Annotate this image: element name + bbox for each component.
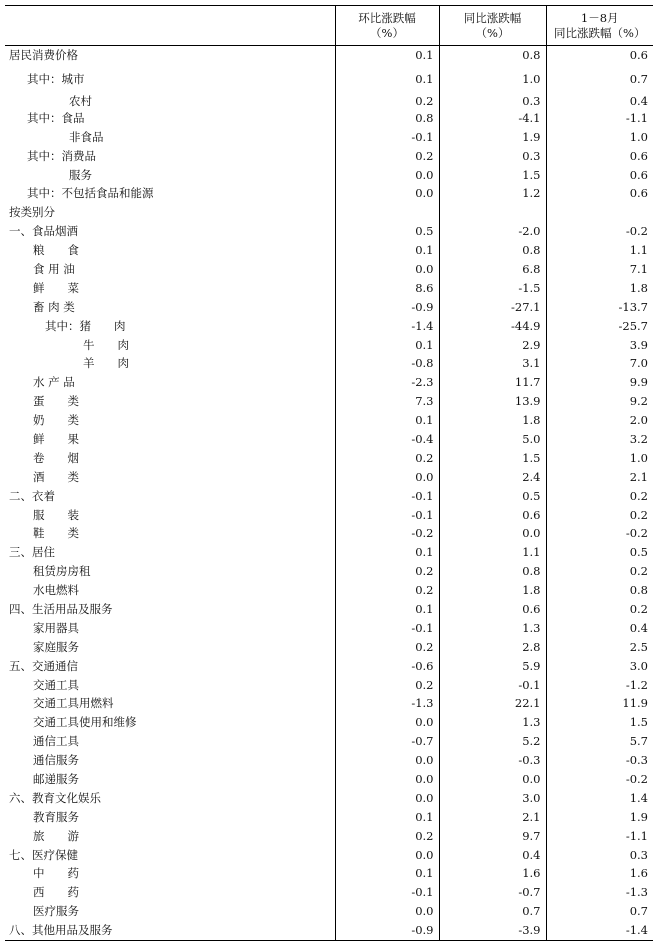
yoy-value: 1.1 [439,543,546,562]
yoy-value: 0.7 [439,902,546,921]
yoy-value: 0.6 [439,600,546,619]
ytd-value: 1.8 [546,279,653,298]
ytd-value: 3.9 [546,336,653,355]
row-label-cell [5,46,335,65]
yoy-value: 1.5 [439,166,546,185]
row-label: 其中：猪 肉 [45,318,126,333]
mom-value: 0.2 [335,638,439,657]
row-label-cell [5,279,335,298]
row-label-cell [5,902,335,921]
ytd-value: 0.3 [546,846,653,865]
ytd-value: 0.2 [546,600,653,619]
mom-value: 0.1 [335,241,439,260]
row-label-cell [5,695,335,714]
mom-value: -0.2 [335,524,439,543]
table-row [5,222,653,241]
row-label: 六、教育文化娱乐 [9,790,101,805]
header-yoy-unit: （%） [475,25,510,40]
ytd-value: -1.2 [546,676,653,695]
row-label-cell [5,184,335,203]
row-label-cell [5,732,335,751]
row-label-cell [5,751,335,770]
row-label: 非食品 [69,129,104,144]
ytd-value: 0.8 [546,581,653,600]
row-label-cell [5,562,335,581]
row-label: 其中：不包括食品和能源 [27,186,154,201]
yoy-value: -0.3 [439,751,546,770]
table-row [5,808,653,827]
ytd-value: -0.2 [546,524,653,543]
yoy-value: 5.9 [439,657,546,676]
row-label-cell [5,619,335,638]
mom-value: 0.2 [335,449,439,468]
row-label-cell [5,657,335,676]
ytd-value: 0.2 [546,506,653,525]
mom-value: 0.0 [335,713,439,732]
ytd-value: 2.0 [546,411,653,430]
yoy-value: 0.8 [439,241,546,260]
ytd-value: 0.6 [546,147,653,166]
table-row [5,921,653,940]
row-label-cell [5,713,335,732]
ytd-value: -25.7 [546,317,653,336]
row-label-cell [5,676,335,695]
mom-value: 0.1 [335,808,439,827]
yoy-value: 2.4 [439,468,546,487]
yoy-value: -3.9 [439,921,546,940]
mom-value: 0.2 [335,562,439,581]
yoy-value: 1.9 [439,128,546,147]
row-label-cell [5,411,335,430]
row-label: 鞋 类 [33,526,79,541]
mom-value: 0.1 [335,543,439,562]
table-row [5,147,653,166]
mom-value: 0.1 [335,336,439,355]
ytd-value: 9.9 [546,373,653,392]
table-header [5,6,653,46]
mom-value: 0.0 [335,751,439,770]
row-label: 西 药 [33,885,79,900]
ytd-value: 0.6 [546,184,653,203]
row-label-cell [5,109,335,128]
ytd-value: 1.0 [546,449,653,468]
row-label-cell [5,808,335,827]
yoy-value: 1.3 [439,619,546,638]
table-row [5,166,653,185]
mom-value: 0.5 [335,222,439,241]
header-mom [335,6,439,46]
row-label: 交通工具使用和维修 [33,715,137,730]
table-row [5,298,653,317]
ytd-value: 0.5 [546,543,653,562]
table-row [5,373,653,392]
row-label-cell [5,65,335,87]
yoy-value: 1.2 [439,184,546,203]
row-label-cell [5,260,335,279]
row-label-cell [5,638,335,657]
table-row [5,128,653,147]
table-row [5,902,653,921]
header-mom-unit: （%） [370,25,404,40]
yoy-value: 0.0 [439,524,546,543]
table-row [5,638,653,657]
ytd-value: 1.6 [546,865,653,884]
mom-value: -0.9 [335,921,439,940]
row-label-cell [5,430,335,449]
yoy-value: 0.6 [439,506,546,525]
table-row [5,562,653,581]
row-label: 二、衣着 [9,488,55,503]
header-ytd-title: 同比涨跌幅（%） [554,25,646,40]
ytd-value: 0.7 [546,65,653,87]
row-label-cell [5,789,335,808]
row-label: 家庭服务 [33,639,79,654]
table-row [5,87,653,109]
ytd-value: -1.1 [546,109,653,128]
mom-value: -0.1 [335,506,439,525]
row-label: 八、其他用品及服务 [9,923,113,938]
row-label: 水 产 品 [33,375,75,390]
ytd-value: 1.1 [546,241,653,260]
ytd-value: -1.4 [546,921,653,940]
ytd-value: 0.4 [546,87,653,109]
row-label: 租赁房房租 [33,564,91,579]
mom-value: 0.1 [335,46,439,65]
yoy-value: 0.3 [439,87,546,109]
row-label: 按类别分 [9,205,55,220]
row-label: 医疗服务 [33,904,79,919]
mom-value: 0.2 [335,827,439,846]
table-row [5,449,653,468]
row-label: 牛 肉 [83,337,129,352]
yoy-value: 0.4 [439,846,546,865]
mom-value: 0.1 [335,65,439,87]
header-ytd-period: 1－8月 [580,10,619,25]
mom-value: 0.0 [335,166,439,185]
yoy-value: 3.1 [439,354,546,373]
yoy-value: 5.2 [439,732,546,751]
ytd-value: 2.5 [546,638,653,657]
row-label: 服务 [69,167,92,182]
table-row [5,392,653,411]
ytd-value [546,203,653,222]
ytd-value: 3.0 [546,657,653,676]
mom-value: -0.9 [335,298,439,317]
table-row [5,846,653,865]
ytd-value: 3.2 [546,430,653,449]
row-label: 食 用 油 [33,261,75,276]
yoy-value: 1.6 [439,865,546,884]
row-label: 邮递服务 [33,772,79,786]
row-label-cell [5,506,335,525]
row-label-cell [5,449,335,468]
table-row [5,430,653,449]
ytd-value: 1.5 [546,713,653,732]
row-label-cell [5,581,335,600]
row-label-cell [5,317,335,336]
yoy-value: 0.5 [439,487,546,506]
yoy-value: 1.5 [439,449,546,468]
row-label: 奶 类 [33,413,79,428]
table-row [5,883,653,902]
row-label-cell [5,147,335,166]
mom-value: 0.1 [335,411,439,430]
table-body [5,46,653,941]
yoy-value: -1.5 [439,279,546,298]
yoy-value: 11.7 [439,373,546,392]
mom-value: 0.0 [335,260,439,279]
row-label-cell [5,128,335,147]
ytd-value: 0.2 [546,487,653,506]
ytd-value: -0.2 [546,222,653,241]
table-row [5,411,653,430]
table-row [5,770,653,789]
row-label: 家用器具 [33,620,79,635]
ytd-value: 1.4 [546,789,653,808]
yoy-value: 2.1 [439,808,546,827]
yoy-value: 5.0 [439,430,546,449]
row-label: 酒 类 [33,469,79,484]
header-yoy-title: 同比涨跌幅 [463,10,522,25]
ytd-value: 0.4 [546,619,653,638]
mom-value: 0.1 [335,865,439,884]
row-label: 其中：食品 [27,110,85,125]
yoy-value: -0.1 [439,676,546,695]
row-label: 其中：消费品 [27,148,96,163]
row-label-cell [5,846,335,865]
yoy-value: 22.1 [439,695,546,714]
ytd-value: -13.7 [546,298,653,317]
header-mom-title: 环比涨跌幅 [358,10,416,25]
yoy-value: 1.0 [439,65,546,87]
row-label-cell [5,468,335,487]
yoy-value: -44.9 [439,317,546,336]
yoy-value: 2.8 [439,638,546,657]
table-row [5,543,653,562]
row-label-cell [5,392,335,411]
row-label: 五、交通通信 [9,658,78,673]
header-yoy [439,6,546,46]
ytd-value: -1.3 [546,883,653,902]
row-label-cell [5,600,335,619]
mom-value: -0.4 [335,430,439,449]
table-row [5,676,653,695]
table-row [5,65,653,87]
mom-value [335,203,439,222]
table-row [5,713,653,732]
mom-value: 0.0 [335,846,439,865]
yoy-value: -0.7 [439,883,546,902]
table-row [5,751,653,770]
ytd-value: 0.6 [546,46,653,65]
ytd-value: 2.1 [546,468,653,487]
row-label: 水电燃料 [33,583,79,598]
mom-value: 0.0 [335,902,439,921]
row-label: 鲜 菜 [33,280,79,295]
yoy-value: 6.8 [439,260,546,279]
row-label: 卷 烟 [33,450,79,465]
table-row [5,695,653,714]
mom-value: -0.1 [335,128,439,147]
yoy-value: -4.1 [439,109,546,128]
table-row [5,581,653,600]
row-label-cell [5,770,335,789]
mom-value: -0.7 [335,732,439,751]
row-label-cell [5,373,335,392]
mom-value: 0.0 [335,789,439,808]
row-label: 交通工具 [33,677,79,692]
mom-value: 0.2 [335,676,439,695]
mom-value: -1.4 [335,317,439,336]
mom-value: 0.2 [335,581,439,600]
row-label: 农村 [69,93,92,108]
table-row [5,657,653,676]
row-label-cell [5,865,335,884]
row-label: 三、居住 [9,545,55,560]
yoy-value: 0.0 [439,770,546,789]
row-label: 服 装 [33,507,79,522]
yoy-value: 13.9 [439,392,546,411]
row-label: 四、生活用品及服务 [9,601,113,616]
ytd-value: 9.2 [546,392,653,411]
yoy-value: 1.8 [439,581,546,600]
row-label-cell [5,883,335,902]
ytd-value: 0.2 [546,562,653,581]
table-row [5,184,653,203]
mom-value: -2.3 [335,373,439,392]
table-row [5,203,653,222]
table-row [5,506,653,525]
ytd-value: 1.0 [546,128,653,147]
mom-value: 0.1 [335,600,439,619]
row-label-cell [5,827,335,846]
row-label: 畜 肉 类 [33,299,75,314]
mom-value: -0.1 [335,487,439,506]
row-label-cell [5,222,335,241]
row-label: 旅 游 [33,828,79,843]
mom-value: 0.2 [335,147,439,166]
ytd-value: 0.7 [546,902,653,921]
row-label: 通信工具 [33,734,79,749]
table-row [5,619,653,638]
header-category [5,6,335,46]
table-row [5,827,653,846]
row-label: 粮 食 [33,243,79,258]
yoy-value: 0.8 [439,46,546,65]
row-label-cell [5,166,335,185]
row-label: 鲜 果 [33,431,79,446]
mom-value: 0.0 [335,468,439,487]
mom-value: 0.8 [335,109,439,128]
row-label-cell [5,241,335,260]
table-row [5,600,653,619]
row-label-cell [5,87,335,109]
ytd-value: -1.1 [546,827,653,846]
table-row [5,524,653,543]
ytd-value: 7.0 [546,354,653,373]
mom-value: 0.0 [335,184,439,203]
table-row [5,109,653,128]
ytd-value: 11.9 [546,695,653,714]
row-label: 一、食品烟酒 [9,224,78,239]
yoy-value: 1.3 [439,713,546,732]
mom-value: 8.6 [335,279,439,298]
row-label-cell [5,921,335,940]
table-row [5,317,653,336]
yoy-value: 9.7 [439,827,546,846]
mom-value: -0.8 [335,354,439,373]
row-label: 居民消费价格 [9,47,78,62]
mom-value: -0.1 [335,883,439,902]
row-label: 教育服务 [33,809,79,824]
table-row [5,354,653,373]
row-label-cell [5,487,335,506]
mom-value: 0.2 [335,87,439,109]
yoy-value: -2.0 [439,222,546,241]
yoy-value [439,203,546,222]
mom-value: -0.1 [335,619,439,638]
ytd-value: 7.1 [546,260,653,279]
row-label-cell [5,543,335,562]
yoy-value: -27.1 [439,298,546,317]
mom-value: 0.0 [335,770,439,789]
mom-value: -0.6 [335,657,439,676]
row-label-cell [5,298,335,317]
cpi-table [5,5,653,941]
row-label: 中 药 [33,866,79,881]
row-label: 蛋 类 [33,394,79,409]
ytd-value: 0.6 [546,166,653,185]
ytd-value: 1.9 [546,808,653,827]
row-label-cell [5,336,335,355]
ytd-value: -0.2 [546,770,653,789]
table-row [5,468,653,487]
table-row [5,279,653,298]
row-label: 羊 肉 [83,356,129,371]
yoy-value: 0.8 [439,562,546,581]
row-label: 其中：城市 [27,71,85,86]
header-ytd [546,6,653,46]
table-row [5,241,653,260]
table-row [5,487,653,506]
mom-value: -1.3 [335,695,439,714]
row-label: 七、医疗保健 [9,847,78,862]
table-row [5,46,653,65]
yoy-value: 3.0 [439,789,546,808]
mom-value: 7.3 [335,392,439,411]
row-label: 通信服务 [33,753,79,768]
table-row [5,732,653,751]
row-label-cell [5,203,335,222]
row-label-cell [5,354,335,373]
table-row [5,789,653,808]
ytd-value: 5.7 [546,732,653,751]
ytd-value: -0.3 [546,751,653,770]
yoy-value: 2.9 [439,336,546,355]
table-row [5,336,653,355]
row-label-cell [5,524,335,543]
yoy-value: 1.8 [439,411,546,430]
table-row [5,865,653,884]
row-label: 交通工具用燃料 [33,696,114,711]
yoy-value: 0.3 [439,147,546,166]
table-row [5,260,653,279]
